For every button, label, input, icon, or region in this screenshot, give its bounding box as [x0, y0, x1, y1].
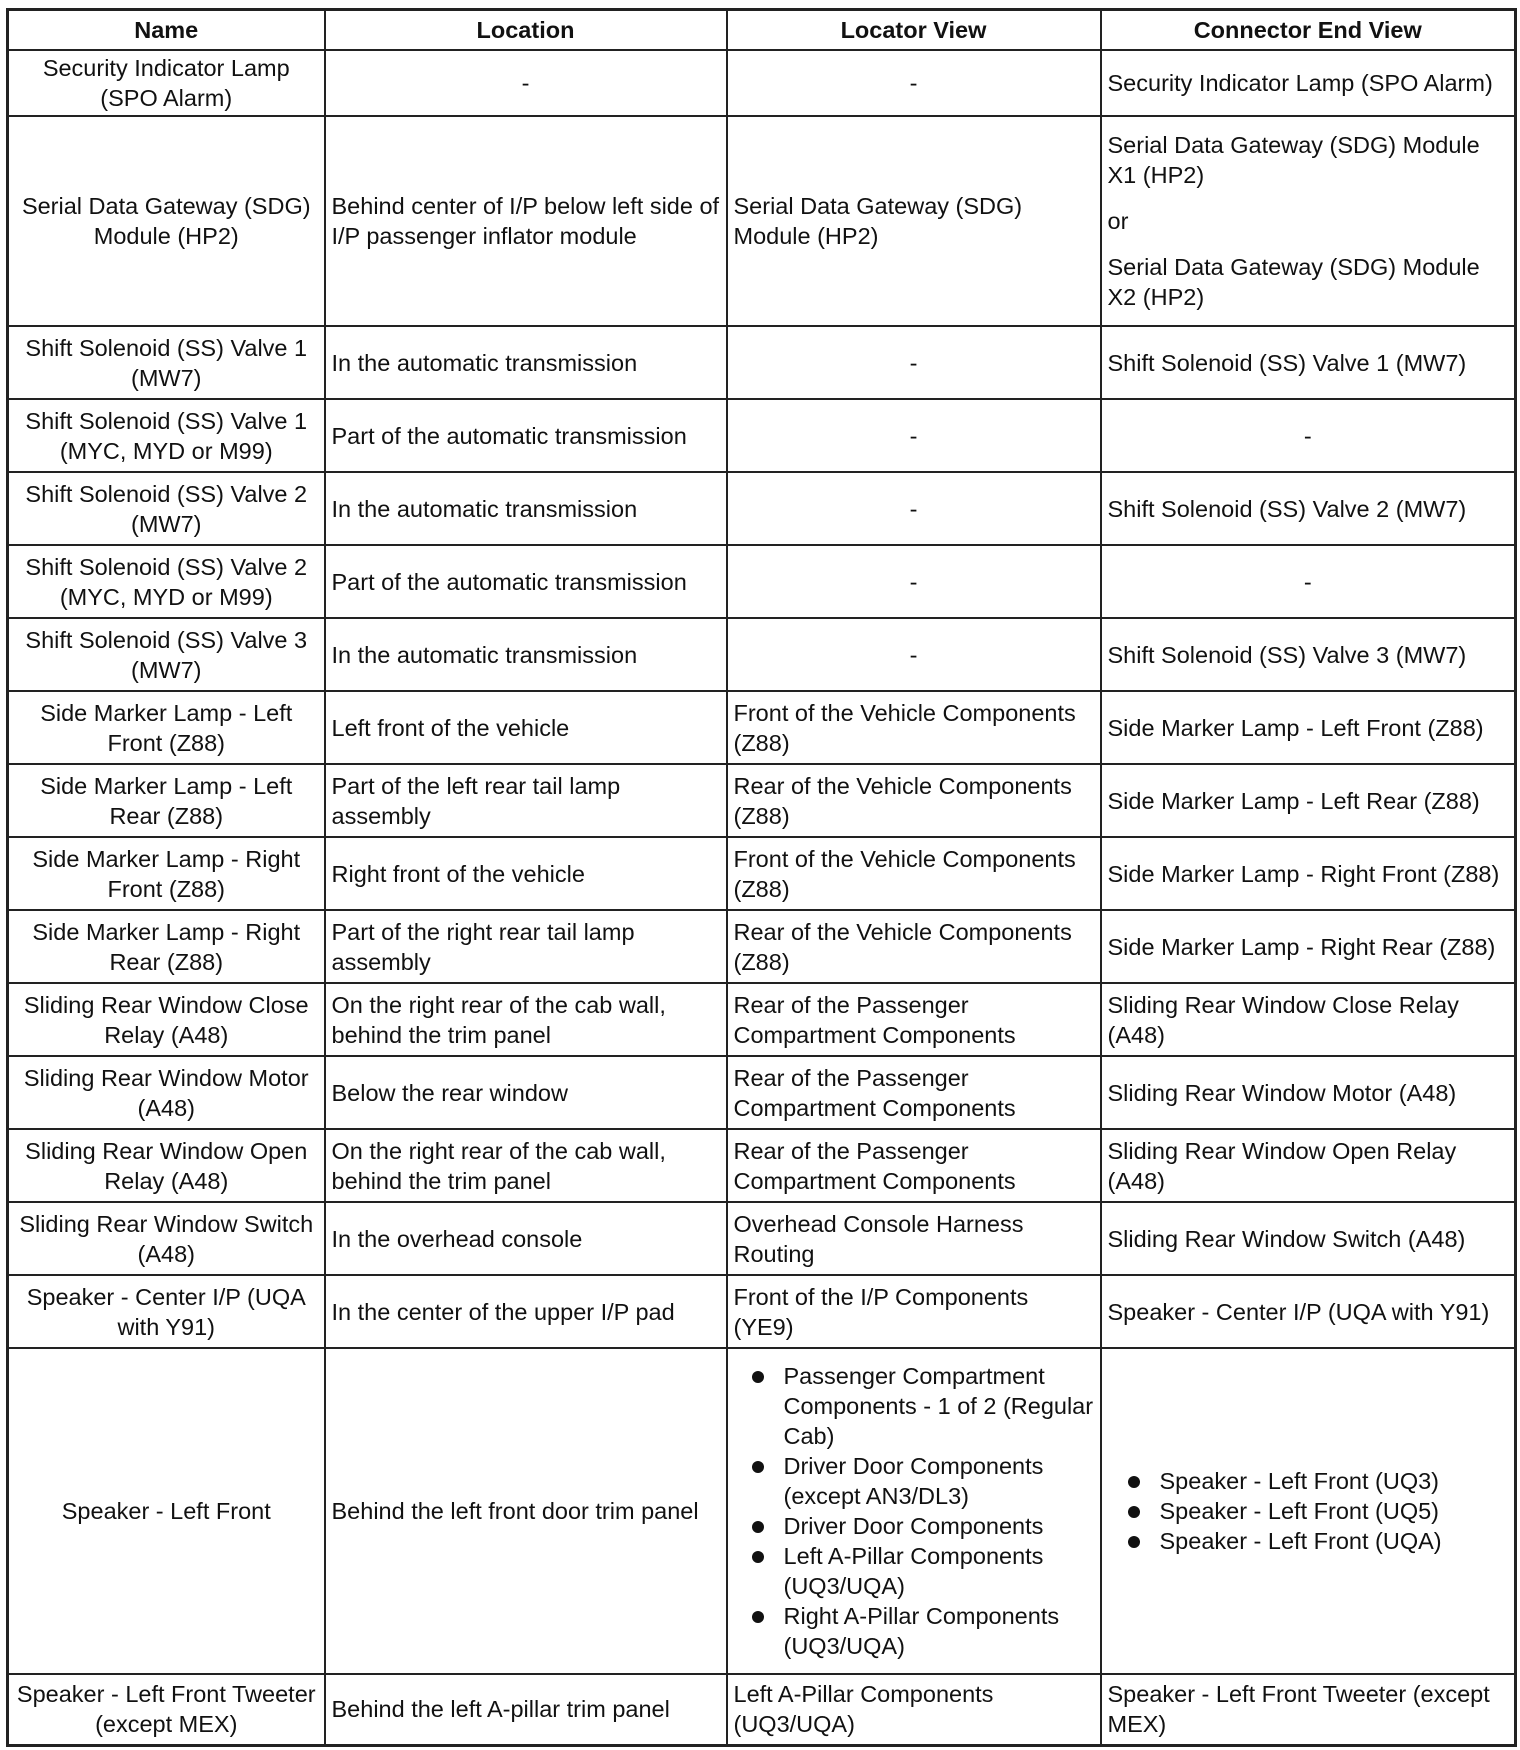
cell-location: Behind the left front door trim panel — [325, 1348, 727, 1674]
cell-locator-view: Rear of the Passenger Compartment Components — [727, 1129, 1101, 1202]
cell-locator-view: Front of the Vehicle Components (Z88) — [727, 837, 1101, 910]
cell-connector-end-view: Sliding Rear Window Switch (A48) — [1101, 1202, 1516, 1275]
table-row — [8, 764, 1516, 837]
list-item: Driver Door Components — [784, 1511, 1094, 1541]
cell-location: - — [325, 50, 727, 116]
cell-connector-end-view: Side Marker Lamp - Left Front (Z88) — [1101, 691, 1516, 764]
table-row — [8, 1056, 1516, 1129]
cell-locator-view — [727, 1348, 1101, 1674]
cell-location: Right front of the vehicle — [325, 837, 727, 910]
cell-locator-view: Rear of the Vehicle Components (Z88) — [727, 910, 1101, 983]
cell-locator-view: Front of the Vehicle Components (Z88) — [727, 691, 1101, 764]
table-row — [8, 1129, 1516, 1202]
table-row — [8, 399, 1516, 472]
table-header-row — [8, 10, 1516, 51]
cell-location: Behind center of I/P below left side of I/P passenger inflator module — [325, 116, 727, 326]
cell-locator-view: - — [727, 326, 1101, 399]
cell-connector-end-view: Side Marker Lamp - Right Front (Z88) — [1101, 837, 1516, 910]
cell-name: Serial Data Gateway (SDG) Module (HP2) — [8, 116, 325, 326]
table-row — [8, 618, 1516, 691]
cell-connector-end-view: Side Marker Lamp - Right Rear (Z88) — [1101, 910, 1516, 983]
cell-location: Part of the left rear tail lamp assembly — [325, 764, 727, 837]
list-item: Right A-Pillar Components (UQ3/UQA) — [784, 1601, 1094, 1661]
cell-connector-end-view: Shift Solenoid (SS) Valve 1 (MW7) — [1101, 326, 1516, 399]
cell-connector-end-view: Security Indicator Lamp (SPO Alarm) — [1101, 50, 1516, 116]
cell-name: Speaker - Left Front Tweeter (except MEX) — [8, 1674, 325, 1745]
cell-location: In the overhead console — [325, 1202, 727, 1275]
column-header-name: Name — [8, 10, 325, 51]
cell-name: Sliding Rear Window Open Relay (A48) — [8, 1129, 325, 1202]
cell-name: Security Indicator Lamp (SPO Alarm) — [8, 50, 325, 116]
cell-name: Shift Solenoid (SS) Valve 2 (MYC, MYD or M99) — [8, 545, 325, 618]
list-item: Speaker - Left Front (UQ5) — [1160, 1496, 1509, 1526]
table-row — [8, 472, 1516, 545]
cell-locator-view: Left A-Pillar Components (UQ3/UQA) — [727, 1674, 1101, 1745]
cell-name: Speaker - Left Front — [8, 1348, 325, 1674]
cell-name: Side Marker Lamp - Right Rear (Z88) — [8, 910, 325, 983]
cell-connector-end-view: - — [1101, 545, 1516, 618]
cell-connector-end-view: Sliding Rear Window Open Relay (A48) — [1101, 1129, 1516, 1202]
connector-or-text: or — [1107, 208, 1129, 234]
list-item: Left A-Pillar Components (UQ3/UQA) — [784, 1541, 1094, 1601]
cell-location: On the right rear of the cab wall, behind the trim panel — [325, 983, 727, 1056]
table-row — [8, 326, 1516, 399]
cell-locator-view: - — [727, 545, 1101, 618]
table-row — [8, 1674, 1516, 1745]
cell-locator-view: Front of the I/P Components (YE9) — [727, 1275, 1101, 1348]
cell-locator-view: Rear of the Vehicle Components (Z88) — [727, 764, 1101, 837]
column-header-connector-end-view: Connector End View — [1101, 10, 1516, 51]
table-row — [8, 1202, 1516, 1275]
cell-location: Left front of the vehicle — [325, 691, 727, 764]
table-row — [8, 1348, 1516, 1674]
cell-connector-end-view — [1101, 1348, 1516, 1674]
cell-locator-view: Overhead Console Harness Routing — [727, 1202, 1101, 1275]
list-item: Speaker - Left Front (UQ3) — [1160, 1466, 1509, 1496]
cell-name: Shift Solenoid (SS) Valve 1 (MW7) — [8, 326, 325, 399]
locator-view-list — [734, 1361, 1094, 1661]
connector-option: Serial Data Gateway (SDG) Module X2 (HP2) — [1107, 254, 1480, 310]
cell-connector-end-view — [1101, 116, 1516, 326]
cell-location: In the automatic transmission — [325, 472, 727, 545]
cell-connector-end-view: Sliding Rear Window Motor (A48) — [1101, 1056, 1516, 1129]
cell-name: Shift Solenoid (SS) Valve 3 (MW7) — [8, 618, 325, 691]
connector-end-view-list — [1108, 1466, 1509, 1556]
cell-location: Part of the automatic transmission — [325, 545, 727, 618]
table-row — [8, 50, 1516, 116]
cell-name: Shift Solenoid (SS) Valve 1 (MYC, MYD or M99) — [8, 399, 325, 472]
cell-locator-view: - — [727, 50, 1101, 116]
table-row — [8, 983, 1516, 1056]
cell-location: Below the rear window — [325, 1056, 727, 1129]
cell-locator-view: Rear of the Passenger Compartment Components — [727, 1056, 1101, 1129]
list-item: Driver Door Components (except AN3/DL3) — [784, 1451, 1094, 1511]
list-item: Passenger Compartment Components - 1 of 2 (Regular Cab) — [783, 1363, 1094, 1449]
cell-name: Side Marker Lamp - Left Front (Z88) — [8, 691, 325, 764]
cell-name: Shift Solenoid (SS) Valve 2 (MW7) — [8, 472, 325, 545]
cell-locator-view: - — [727, 618, 1101, 691]
table-row — [8, 116, 1516, 326]
cell-location: In the center of the upper I/P pad — [325, 1275, 727, 1348]
connector-option: Serial Data Gateway (SDG) Module X1 (HP2) — [1107, 132, 1480, 188]
cell-location: Behind the left A-pillar trim panel — [325, 1674, 727, 1745]
cell-location: In the automatic transmission — [325, 326, 727, 399]
cell-locator-view: - — [727, 399, 1101, 472]
cell-connector-end-view: Speaker - Left Front Tweeter (except MEX) — [1101, 1674, 1516, 1745]
cell-locator-view: Serial Data Gateway (SDG) Module (HP2) — [727, 116, 1101, 326]
component-locator-table — [6, 8, 1517, 1747]
table-row — [8, 691, 1516, 764]
table-row — [8, 1275, 1516, 1348]
cell-locator-view: - — [727, 472, 1101, 545]
cell-name: Side Marker Lamp - Right Front (Z88) — [8, 837, 325, 910]
cell-name: Side Marker Lamp - Left Rear (Z88) — [8, 764, 325, 837]
cell-connector-end-view: Speaker - Center I/P (UQA with Y91) — [1101, 1275, 1516, 1348]
cell-connector-end-view: - — [1101, 399, 1516, 472]
table-row — [8, 837, 1516, 910]
column-header-locator-view: Locator View — [727, 10, 1101, 51]
cell-location: In the automatic transmission — [325, 618, 727, 691]
cell-connector-end-view: Side Marker Lamp - Left Rear (Z88) — [1101, 764, 1516, 837]
cell-name: Sliding Rear Window Motor (A48) — [8, 1056, 325, 1129]
component-locator-document — [6, 8, 1514, 1747]
cell-name: Speaker - Center I/P (UQA with Y91) — [8, 1275, 325, 1348]
cell-location: On the right rear of the cab wall, behind the trim panel — [325, 1129, 727, 1202]
cell-location: Part of the right rear tail lamp assembly — [325, 910, 727, 983]
list-item: Speaker - Left Front (UQA) — [1160, 1526, 1509, 1556]
cell-connector-end-view: Shift Solenoid (SS) Valve 3 (MW7) — [1101, 618, 1516, 691]
cell-location: Part of the automatic transmission — [325, 399, 727, 472]
cell-locator-view: Rear of the Passenger Compartment Components — [727, 983, 1101, 1056]
cell-connector-end-view: Shift Solenoid (SS) Valve 2 (MW7) — [1101, 472, 1516, 545]
table-row — [8, 545, 1516, 618]
table-row — [8, 910, 1516, 983]
cell-name: Sliding Rear Window Switch (A48) — [8, 1202, 325, 1275]
cell-name: Sliding Rear Window Close Relay (A48) — [8, 983, 325, 1056]
cell-connector-end-view: Sliding Rear Window Close Relay (A48) — [1101, 983, 1516, 1056]
column-header-location: Location — [325, 10, 727, 51]
